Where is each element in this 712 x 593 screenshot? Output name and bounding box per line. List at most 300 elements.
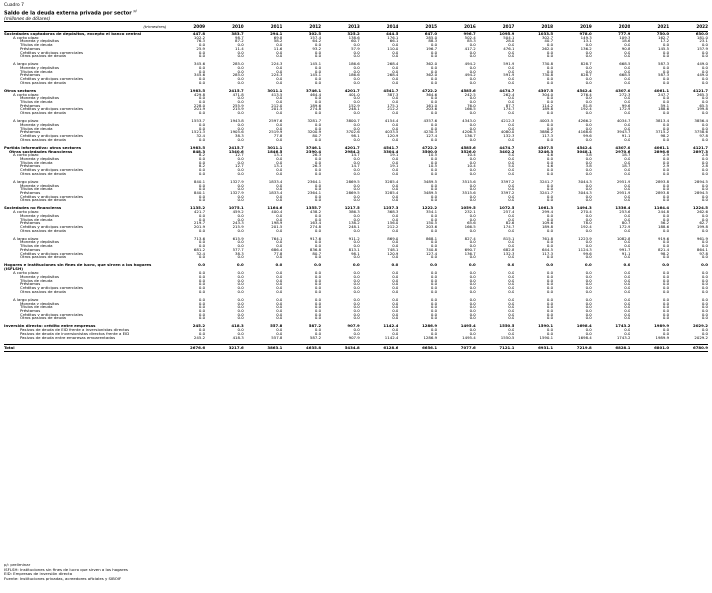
- cell-2010: 0.0: [237, 308, 244, 313]
- cell-2013: 2869.5: [346, 190, 360, 195]
- cell-2016: 0.0: [469, 289, 476, 294]
- cell-2013: 60.7: [351, 39, 360, 44]
- row-label: Otros pasivos de deuda: [20, 289, 66, 294]
- cell-2021: 0.0: [662, 274, 670, 279]
- cell-2016: 1495.4: [460, 324, 476, 329]
- cell-2013: 0.0: [353, 282, 360, 287]
- cell-2016: 0.0: [469, 80, 476, 85]
- cell-2022: 2029.2: [694, 335, 708, 340]
- row-label: Préstamos: [20, 190, 41, 195]
- cell-2017: 0.0: [508, 308, 515, 313]
- cell-2021: 919.6: [657, 236, 670, 241]
- cell-2011: 0.0: [276, 331, 283, 336]
- cell-2013: 0.0: [353, 160, 360, 165]
- cell-2009: 345.6: [193, 62, 206, 67]
- row-label: Otros pasivos de deuda: [20, 171, 66, 176]
- cell-2019: 4266.2: [578, 119, 592, 123]
- cell-2010: 615.9: [232, 236, 244, 241]
- row-label: Moneda y depósitos: [20, 122, 59, 127]
- cell-2012: 587.2: [309, 335, 322, 340]
- row-label: Moneda y depósitos: [20, 66, 59, 70]
- cell-2016: 0.0: [469, 194, 476, 199]
- cell-2014: 1142.4: [383, 324, 399, 329]
- cell-2020: 0.0: [624, 171, 631, 176]
- cell-2018: 109.6: [541, 221, 554, 225]
- cell-2020: 109.3: [619, 35, 631, 40]
- cell-2019: 0.0: [585, 122, 592, 127]
- cell-2018: 40.7: [544, 39, 554, 44]
- cell-2018: 189.8: [541, 107, 554, 112]
- cell-2021: 1164.4: [654, 206, 670, 211]
- cell-2015: 0.0: [430, 274, 438, 279]
- cell-2022: 62.7: [699, 221, 708, 225]
- cell-2010: 0.0: [237, 171, 244, 176]
- cell-2012: 145.1: [309, 62, 322, 67]
- cell-2014: 66.1: [389, 39, 399, 44]
- cell-2015: 0.0: [430, 297, 438, 302]
- row-label: Pasivos de deuda de EID frente a inversionistas directos: [20, 328, 130, 332]
- cell-2021: 0.0: [662, 69, 670, 74]
- cell-2022: 0.0: [701, 156, 708, 161]
- cell-2016: 4343.0: [462, 119, 476, 123]
- cell-2018: 0.0: [546, 96, 554, 101]
- cell-2016: 136.7: [464, 134, 476, 138]
- cell-2020: 0.0: [624, 278, 631, 283]
- cell-2017: 0.0: [508, 187, 515, 191]
- cell-2017: 4474.7: [499, 88, 515, 93]
- cell-2011: 13.1: [273, 164, 283, 169]
- cell-2013: 3702.6: [346, 130, 360, 135]
- row-label: Créditos y anticipos comerciales: [20, 224, 83, 229]
- cell-2017: 682.8: [503, 247, 515, 252]
- cell-2009: 840.1: [193, 190, 206, 195]
- cell-2015: 0.0: [430, 69, 438, 74]
- cell-2015: 0.0: [430, 43, 438, 47]
- cell-2020: 0.0: [624, 271, 631, 275]
- cell-2020: 1336.4: [615, 206, 631, 211]
- cell-2015: 0.0: [430, 305, 438, 309]
- cell-2014: 0.0: [392, 271, 399, 275]
- cell-2021: 0.0: [662, 187, 670, 191]
- cell-2016: 0.0: [469, 312, 476, 317]
- cell-2021: 59.1: [660, 103, 670, 108]
- row-label: Préstamos: [20, 130, 41, 135]
- title-text: Saldo de la deuda externa privada por sector: [4, 10, 132, 17]
- cell-2016: 0.0: [469, 240, 476, 245]
- cell-2011: 1164.6: [267, 206, 283, 211]
- cell-2021: 2.9: [662, 164, 670, 169]
- cell-2016: 0.0: [469, 50, 476, 55]
- cell-2017: 0.0: [508, 331, 515, 336]
- cell-2014: 0.0: [392, 100, 399, 104]
- cell-2013: 4201.7: [344, 145, 360, 150]
- cell-2016: 1059.5: [460, 206, 476, 211]
- cell-2019: 4542.4: [576, 145, 592, 150]
- cell-2020: 0.0: [624, 198, 631, 203]
- cell-2019: 3.8: [585, 153, 592, 157]
- cell-2010: 0.0: [237, 100, 244, 104]
- cell-2018: 0.0: [546, 77, 554, 81]
- cell-2013: 0.0: [353, 331, 360, 336]
- cell-2016: 0.0: [469, 328, 476, 332]
- cell-2020: 4034.7: [616, 119, 631, 123]
- cell-2021: 247.7: [657, 92, 670, 97]
- cell-2013: 813.1: [348, 247, 360, 252]
- cell-2015: 0.0: [430, 160, 438, 165]
- cell-2020: 0.0: [624, 111, 631, 115]
- cell-2018: 0.0: [546, 328, 554, 332]
- cell-2014: 268.4: [387, 62, 399, 67]
- cell-2021: 0.0: [662, 77, 670, 81]
- row-label: Sociedades no financieras: [4, 206, 62, 211]
- cell-2010: 0.0: [237, 66, 244, 70]
- cell-2009: 0.0: [198, 312, 206, 317]
- cell-2018: 1590.1: [538, 324, 554, 329]
- cell-2017: 0.0: [508, 80, 515, 85]
- cell-2012: 26.3: [312, 153, 322, 157]
- cell-2018: 302.7: [541, 35, 554, 40]
- cell-2009: 8.2: [198, 164, 206, 169]
- cell-2019: 0.0: [585, 274, 592, 279]
- cell-2017: 0.0: [508, 286, 515, 290]
- cell-2019: 0.0: [585, 66, 592, 70]
- cell-2009: 0.0: [198, 278, 206, 283]
- cell-2011: 2597.6: [268, 119, 283, 123]
- footnote-line: EID: Empresas de inversión directa: [4, 571, 73, 577]
- cell-2010: 0.0: [237, 213, 244, 218]
- footnote-line: ISFLSH: Instituciones sin fines de lucro que sirven a los hogares: [4, 566, 128, 572]
- cell-2012: 4635.8: [282, 344, 321, 351]
- cell-2014: 0.0: [392, 187, 399, 191]
- cell-2014: 869.0: [387, 236, 399, 241]
- cell-2014: 0.0: [392, 286, 399, 290]
- cell-2010: 243.3: [232, 221, 244, 225]
- cell-2017: 0.0: [508, 168, 515, 172]
- cell-2017: 0.0: [508, 69, 515, 74]
- cell-2013: 0.0: [353, 137, 360, 142]
- cell-2018: 4.6: [546, 153, 554, 157]
- cell-2010: 0.0: [236, 263, 244, 268]
- cell-2009: 0.0: [198, 328, 206, 332]
- cell-2015: 1286.9: [423, 335, 438, 340]
- cell-2019: 0.0: [585, 301, 592, 306]
- cell-2016: 0.0: [469, 137, 476, 142]
- cell-2010: 0.0: [237, 228, 244, 233]
- cell-2022: 0.0: [701, 274, 708, 279]
- cell-2012: 0.0: [314, 278, 322, 283]
- cell-2015: 0.0: [430, 168, 438, 172]
- cell-2014: 4541.7: [383, 145, 399, 150]
- row-label: Créditos y anticipos comerciales: [20, 251, 83, 256]
- document-header: [0, 3, 712, 22]
- cell-2011: 0.0: [276, 54, 283, 58]
- row-label: A largo plazo: [13, 297, 39, 302]
- cell-2018: 114.2: [541, 103, 554, 108]
- cell-2017: 0.0: [508, 228, 515, 233]
- cell-2022: 449.0: [696, 62, 708, 67]
- row-label: A largo plazo: [13, 119, 39, 123]
- cell-2018: 0.0: [546, 255, 554, 259]
- cell-2009: 0.0: [198, 122, 206, 127]
- cell-2012: 93.2: [312, 46, 322, 51]
- cell-2010: 0.0: [237, 160, 244, 165]
- cell-2012: 0.0: [314, 289, 322, 294]
- cell-2022: 0.0: [701, 301, 708, 306]
- cell-2013: 0.0: [353, 312, 360, 317]
- cell-2020: 172.9: [619, 107, 631, 112]
- cell-2014: 0.0: [392, 217, 399, 222]
- cell-2020: 991.7: [619, 247, 631, 252]
- cell-2019: 828.7: [580, 73, 592, 78]
- cell-2012: 2364.1: [307, 179, 322, 184]
- cell-2019: 192.4: [580, 224, 592, 229]
- cell-2020: 0.0: [624, 80, 631, 85]
- cell-2015: 150.5: [425, 221, 438, 225]
- cell-2019: 0.0: [585, 168, 592, 172]
- cell-2020: 3943.7: [616, 130, 631, 135]
- cell-2020: 91.1: [621, 251, 631, 256]
- cell-2019: 1698.4: [578, 335, 592, 340]
- cell-2018: 117.3: [541, 251, 554, 256]
- cell-2012: 0.0: [314, 77, 322, 81]
- cell-2017: 1550.5: [500, 335, 515, 340]
- cell-2010: 0.0: [237, 289, 244, 294]
- cell-2018: 4003.5: [539, 119, 554, 123]
- cell-2009: 0.0: [198, 69, 206, 74]
- cell-2021: 188.6: [657, 224, 670, 229]
- cell-2021: 0.0: [662, 50, 670, 55]
- cell-2017: 0.0: [508, 244, 515, 248]
- cell-2012: 157.4: [309, 35, 322, 40]
- cell-2009: 0.0: [198, 126, 206, 131]
- cell-2016: 502.4: [464, 35, 476, 40]
- cell-2018: 0.0: [546, 305, 554, 309]
- cell-2009: 0.0: [198, 255, 206, 259]
- cell-2014: 0.0: [392, 278, 399, 283]
- cell-2012: 0.0: [314, 308, 322, 313]
- cell-2017: 5.0: [508, 153, 515, 157]
- cell-2015: 127.4: [425, 134, 438, 138]
- cell-2022: 1224.5: [692, 206, 708, 211]
- cell-2014: 0.0: [392, 77, 399, 81]
- year-header-2011: 2011: [244, 22, 283, 32]
- cell-2016: 0.0: [469, 274, 476, 279]
- cell-2019: 0.0: [585, 137, 592, 142]
- cell-2021: 0.0: [662, 297, 670, 302]
- cell-2020: 0.0: [624, 289, 631, 294]
- cell-2021: 0.0: [662, 289, 670, 294]
- cell-2019: 149.3: [580, 35, 592, 40]
- cell-2022: 961.9: [696, 236, 708, 241]
- cell-2009: 0.0: [198, 111, 206, 115]
- cell-2010: 0.0: [237, 198, 244, 203]
- cell-2012: 3281.7: [307, 119, 322, 123]
- row-label: Pasivos de deuda de inversionistas directos frente a EID: [20, 331, 130, 336]
- row-label: Títulos de deuda: [20, 43, 53, 47]
- cell-2018: 1061.3: [538, 206, 554, 211]
- cell-2020: 0.0: [624, 331, 631, 336]
- cell-2011: 0.0: [276, 66, 283, 70]
- cell-2016: 0.0: [469, 96, 476, 101]
- row-label: A corto plazo: [13, 271, 39, 275]
- cell-2018: 0.0: [546, 50, 554, 55]
- cell-2009: 0.0: [198, 240, 206, 245]
- cell-2014: 0.0: [392, 66, 399, 70]
- cell-2015: 0.0: [430, 328, 438, 332]
- cell-2011: 557.8: [271, 335, 283, 340]
- cell-2009: 0.0: [198, 316, 206, 321]
- cell-2021: 145.5: [657, 46, 670, 51]
- cell-2017: 0.0: [508, 183, 515, 188]
- cell-2010: 0.0: [237, 111, 244, 115]
- cell-2013: 0.0: [353, 50, 360, 55]
- cell-2009: 0.0: [198, 160, 206, 165]
- cell-2020: 2951.9: [616, 190, 631, 195]
- cell-2011: 0.0: [276, 278, 283, 283]
- cell-2020: 0.0: [624, 274, 631, 279]
- cell-2011: 1833.4: [268, 190, 283, 195]
- cell-2011: 0.0: [276, 122, 283, 127]
- cell-2019: 99.6: [583, 251, 592, 256]
- cell-2017: 1095.9: [499, 31, 515, 36]
- cell-2016: 0.0: [469, 301, 476, 306]
- cell-2022: 0.0: [701, 126, 708, 131]
- cell-2021: 2893.8: [655, 190, 670, 195]
- cell-2021: 0.0: [662, 316, 670, 321]
- cell-2016: 3526.0: [460, 149, 476, 154]
- cell-2015: 0.0: [430, 240, 438, 245]
- cell-2017: 815.1: [503, 236, 515, 241]
- cell-2022: 0.0: [701, 43, 708, 47]
- cell-2011: 686.4: [271, 247, 283, 252]
- cell-2015: 203.6: [425, 224, 438, 229]
- cell-2018: 0.0: [546, 198, 554, 203]
- cell-2013: 0.0: [353, 213, 360, 218]
- cell-2010: 0.0: [237, 77, 244, 81]
- cell-2013: 0.0: [353, 198, 360, 203]
- cell-2017: 7121.1: [476, 344, 515, 351]
- cell-2018: 0.0: [546, 301, 554, 306]
- cell-2022: 97.8: [699, 134, 708, 138]
- cell-2011: 0.0: [276, 282, 283, 287]
- cell-2015: 0.0: [430, 244, 438, 248]
- cell-2018: 0.0: [546, 286, 554, 290]
- cell-2019: 0.0: [585, 198, 592, 203]
- cell-2014: 19.1: [389, 153, 399, 157]
- cell-2009: 0.0: [198, 282, 206, 287]
- cell-2013: 0.0: [353, 244, 360, 248]
- cell-2010: 0.0: [237, 312, 244, 317]
- cell-2014: 0.0: [392, 213, 399, 218]
- cell-2020: 1743.2: [616, 335, 631, 340]
- cell-2016: 4585.6: [460, 145, 476, 150]
- row-label: A largo plazo: [13, 179, 39, 184]
- cell-2010: 1943.8: [230, 119, 244, 123]
- cell-2019: 0.0: [585, 316, 592, 321]
- cell-2010: 0.0: [237, 50, 244, 55]
- cell-2009: 32.4: [196, 251, 206, 256]
- cell-2014: 0.0: [392, 160, 399, 165]
- cell-2011: 0.0: [276, 228, 283, 233]
- cell-2010: 0.0: [237, 183, 244, 188]
- cell-2016: 0.0: [469, 122, 476, 127]
- cell-2017: 0.0: [508, 194, 515, 199]
- cell-2022: 199.8: [696, 224, 708, 229]
- cell-2021: 0.0: [662, 122, 670, 127]
- cell-2019: 0.0: [585, 54, 592, 58]
- cell-2010: 0.0: [237, 96, 244, 101]
- cell-2015: 647.0: [424, 31, 438, 36]
- cell-2015: 0.0: [430, 187, 438, 191]
- year-header-row: [4, 22, 708, 32]
- cell-2015: 364.6: [425, 92, 438, 97]
- cell-2018: 0.0: [546, 316, 554, 321]
- cell-2017: 0.0: [508, 297, 515, 302]
- cell-2014: 0.0: [392, 194, 399, 199]
- cell-2011: 0.0: [276, 305, 283, 309]
- cell-2011: 212.0: [271, 103, 283, 108]
- row-label: Títulos de deuda: [20, 305, 53, 309]
- cell-2010: 0.0: [237, 244, 244, 248]
- cell-2016: 417.2: [464, 46, 476, 51]
- cell-2016: 0.0: [469, 77, 476, 81]
- cell-2021: 162.7: [657, 35, 670, 40]
- cell-2020: 0.0: [624, 96, 631, 101]
- cell-2019: 276.4: [580, 92, 592, 97]
- cell-2013: 0.0: [353, 96, 360, 101]
- cell-2011: 0.0: [276, 297, 283, 302]
- cell-2020: 0.0: [624, 244, 631, 248]
- cell-2012: 0.0: [314, 80, 322, 85]
- cell-2015: 3489.5: [423, 179, 438, 184]
- cell-2017: 591.9: [503, 62, 515, 67]
- cell-2013: 0.0: [353, 217, 360, 222]
- row-label: Otros pasivos de deuda: [20, 198, 66, 203]
- cell-2009: 32.4: [196, 134, 206, 138]
- cell-2019: 0.0: [585, 305, 592, 309]
- row-label: Moneda y depósitos: [20, 39, 59, 44]
- cell-2014: 6128.6: [360, 344, 399, 351]
- cell-2022: 0.0: [701, 187, 708, 191]
- cell-2021: 0.0: [662, 126, 670, 131]
- cell-2011: 0.0: [276, 111, 283, 115]
- cell-2013: 14.7: [351, 164, 360, 169]
- cell-2022: 0.0: [701, 171, 708, 176]
- cell-2010: 38.3: [235, 251, 244, 256]
- cell-2019: 270.4: [580, 210, 592, 214]
- cell-2019: 0.0: [585, 271, 592, 275]
- cell-2012: 0.0: [314, 228, 322, 233]
- cell-2011: 0.0: [276, 312, 283, 317]
- row-label: Sociedades captadoras de depósitos, excepto el banco central: [4, 31, 142, 36]
- row-label: Préstamos: [20, 164, 41, 169]
- cell-2010: 0.0: [237, 156, 244, 161]
- cell-2014: 19.1: [389, 164, 399, 169]
- cell-2020: 0.0: [624, 328, 631, 332]
- cell-2020: 0.0: [624, 286, 631, 290]
- cell-2015: 127.4: [425, 251, 438, 256]
- cell-2016: 0.0: [469, 171, 476, 176]
- cell-2021: 98.2: [660, 134, 670, 138]
- cell-2018: 0.0: [546, 217, 554, 222]
- row-label: Total: [4, 344, 166, 351]
- cell-2018: 644.5: [541, 247, 554, 252]
- cell-2015: 285.0: [425, 35, 438, 40]
- cell-2012: 0.0: [314, 50, 322, 55]
- cell-2009: 0.0: [198, 244, 206, 248]
- cell-2016: 0.0: [469, 213, 476, 218]
- cell-2019: 0.0: [585, 171, 592, 176]
